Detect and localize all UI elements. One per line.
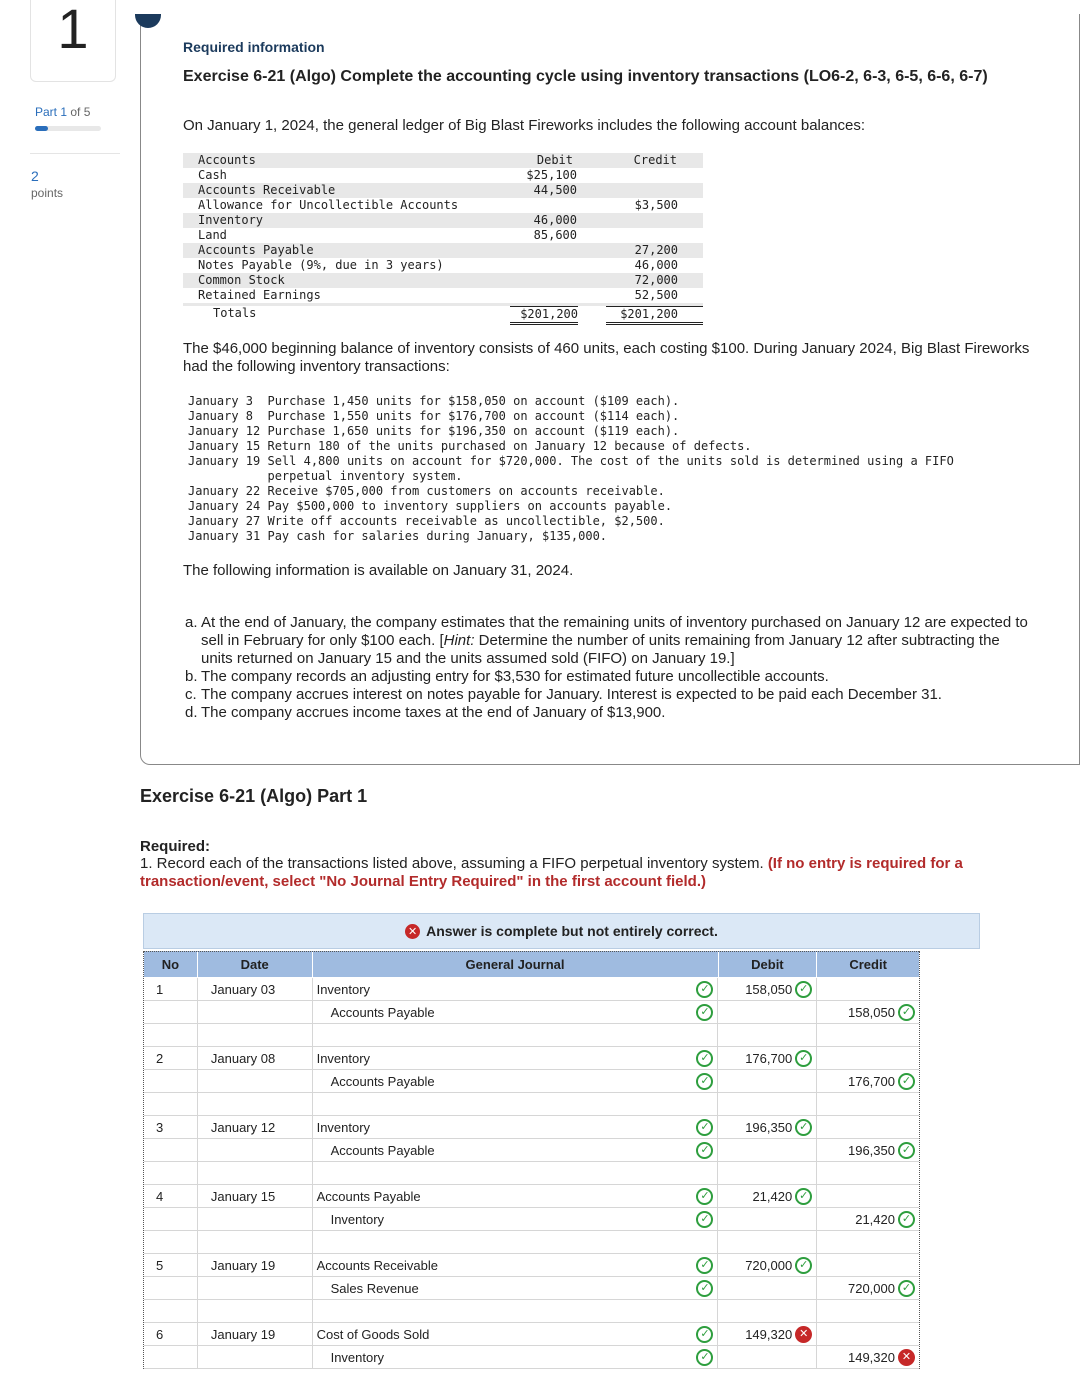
- check-circle-icon: ✓: [795, 1119, 812, 1136]
- transaction-line: January 24 Pay $500,000 to inventory suppliers on accounts payable.: [188, 499, 673, 513]
- sidebar-divider: [30, 153, 120, 154]
- x-circle-icon: ✕: [898, 1349, 915, 1366]
- ledger-table: [183, 153, 703, 322]
- adjustment-text: At the end of January, the company estimates that the remaining units of inventory purchased on January 12 are expected to sell in February for only $100 each. [: [201, 614, 1028, 649]
- journal-spacer-cell: [313, 1231, 719, 1253]
- journal-row: [144, 1185, 919, 1208]
- journal-entry-no: 6: [144, 1323, 198, 1345]
- journal-spacer-cell: [817, 1162, 919, 1184]
- answer-status-text: Answer is complete but not entirely correct.: [426, 923, 718, 939]
- adjustment-letter: a.: [185, 614, 198, 631]
- journal-table: [143, 951, 920, 1369]
- ledger-row: [183, 228, 703, 243]
- part-progress-bar: [35, 126, 101, 131]
- ledger-row: [183, 213, 703, 228]
- journal-credit-value: 196,350: [847, 1142, 895, 1158]
- adjustment-item: [185, 686, 1035, 704]
- check-circle-icon: ✓: [696, 1073, 713, 1090]
- answer-status-banner: [143, 913, 980, 949]
- adjustments-list: [185, 614, 1035, 722]
- journal-credit-input[interactable]: [817, 1346, 919, 1368]
- required-information-label: Required information: [183, 39, 325, 55]
- x-circle-icon: ✕: [405, 924, 420, 939]
- check-circle-icon: ✓: [696, 1211, 713, 1228]
- ledger-row: [183, 288, 703, 303]
- required-note: (If no entry is required for a transaction/event, select "No Journal Entry Required" in the first account field.): [140, 855, 963, 890]
- journal-debit-input[interactable]: [718, 1139, 817, 1161]
- journal-spacer-cell: [198, 1300, 313, 1322]
- ledger-row: [183, 168, 703, 183]
- adjustment-hint-text: Determine the number of units remaining from January 12 after subtracting the units returned on January 15 and the units assumed sold (FIFO) on January 19.]: [201, 632, 1000, 667]
- check-circle-icon: ✓: [898, 1073, 915, 1090]
- journal-spacer-row: [144, 1162, 919, 1185]
- ledger-account: Land: [198, 228, 227, 242]
- check-circle-icon: ✓: [795, 1050, 812, 1067]
- transaction-line: perpetual inventory system.: [188, 469, 463, 483]
- ledger-account: Allowance for Uncollectible Accounts: [198, 198, 459, 212]
- journal-debit-value: 176,700: [745, 1050, 793, 1066]
- adjustment-item: [185, 668, 1035, 686]
- journal-spacer-cell: [718, 1024, 817, 1046]
- journal-credit-input[interactable]: [817, 1001, 919, 1023]
- required-instruction: 1. Record each of the transactions listed above, assuming a FIFO perpetual inventory system.: [140, 855, 768, 872]
- journal-row: [144, 1323, 919, 1346]
- journal-spacer-cell: [198, 1024, 313, 1046]
- ledger-debit: 46,000: [533, 213, 577, 227]
- x-circle-icon: ✕: [795, 1326, 812, 1343]
- journal-debit-value: 149,320: [745, 1326, 793, 1342]
- ledger-account: Cash: [198, 168, 227, 182]
- journal-entry-no: 5: [144, 1254, 198, 1276]
- journal-entry-no: [144, 1070, 198, 1092]
- inventory-paragraph: The $46,000 beginning balance of inventory consists of 460 units, each costing $100. During January 2024, Big Blast Fireworks had the following inventory transactions:: [183, 340, 1030, 375]
- journal-account-select[interactable]: [313, 1346, 719, 1368]
- check-circle-icon: ✓: [696, 1326, 713, 1343]
- adjustment-text: The company accrues income taxes at the end of January of $13,900.: [201, 704, 666, 721]
- journal-debit-value: 196,350: [745, 1119, 793, 1135]
- journal-spacer-cell: [198, 1093, 313, 1115]
- journal-spacer-cell: [718, 1300, 817, 1322]
- journal-spacer-row: [144, 1093, 919, 1116]
- journal-debit-input[interactable]: [718, 1254, 817, 1276]
- part-title: Exercise 6-21 (Algo) Part 1: [140, 786, 368, 806]
- check-circle-icon: ✓: [898, 1004, 915, 1021]
- journal-account-name: Inventory: [330, 1349, 385, 1365]
- adjustment-text: The company records an adjusting entry for $3,530 for estimated future uncollectible accounts.: [201, 668, 829, 685]
- check-circle-icon: ✓: [696, 1257, 713, 1274]
- journal-debit-input[interactable]: [718, 1070, 817, 1092]
- journal-entry-no: [144, 1277, 198, 1299]
- journal-entry-date[interactable]: January 19: [198, 1254, 313, 1276]
- journal-header-row: [144, 951, 919, 978]
- journal-row: [144, 1001, 919, 1024]
- journal-entry-no: 1: [144, 978, 198, 1000]
- journal-spacer-row: [144, 1300, 919, 1323]
- question-number-box[interactable]: [30, 0, 116, 82]
- check-circle-icon: ✓: [696, 1280, 713, 1297]
- journal-spacer-cell: [313, 1093, 719, 1115]
- journal-spacer-cell: [313, 1300, 719, 1322]
- ledger-row: [183, 273, 703, 288]
- journal-row: [144, 1254, 919, 1277]
- journal-account-name: Accounts Payable: [330, 1004, 435, 1020]
- journal-header-credit: Credit: [849, 957, 887, 972]
- journal-header-no: No: [144, 952, 198, 977]
- ledger-account: Retained Earnings: [198, 288, 321, 302]
- ledger-credit: $3,500: [634, 198, 678, 212]
- journal-spacer-cell: [817, 1231, 919, 1253]
- check-circle-icon: ✓: [795, 1257, 812, 1274]
- journal-entry-date[interactable]: [198, 1208, 313, 1230]
- journal-header-date: Date: [198, 952, 313, 977]
- journal-debit-input[interactable]: [718, 1323, 817, 1345]
- points-label: points: [31, 186, 64, 200]
- journal-entry-date[interactable]: [198, 1277, 313, 1299]
- journal-account-select[interactable]: [313, 1323, 719, 1345]
- journal-debit-input[interactable]: [718, 978, 817, 1000]
- part-indicator: [35, 105, 90, 119]
- ledger-account: Common Stock: [198, 273, 285, 287]
- ledger-credit: 46,000: [634, 258, 678, 272]
- journal-entry-no: [144, 1139, 198, 1161]
- ledger-total-label: Totals: [213, 306, 257, 320]
- journal-credit-value: 176,700: [847, 1073, 895, 1089]
- journal-account-name: Accounts Payable: [316, 1188, 421, 1204]
- journal-header-general-journal: General Journal: [313, 952, 719, 977]
- journal-debit-input[interactable]: [718, 1277, 817, 1299]
- transaction-line: January 12 Purchase 1,650 units for $196,350 on account ($119 each).: [188, 424, 680, 438]
- journal-spacer-cell: [144, 1093, 198, 1115]
- journal-row: [144, 1116, 919, 1139]
- journal-account-select[interactable]: [313, 1001, 719, 1023]
- journal-entry-no: 4: [144, 1185, 198, 1207]
- journal-entry-no: [144, 1208, 198, 1230]
- journal-spacer-cell: [817, 1024, 919, 1046]
- ledger-row: [183, 243, 703, 258]
- journal-entry-no: [144, 1001, 198, 1023]
- ledger-row: [183, 183, 703, 198]
- ledger-header-debit: Debit: [536, 153, 573, 167]
- check-circle-icon: ✓: [696, 981, 713, 998]
- check-circle-icon: ✓: [696, 1050, 713, 1067]
- ledger-credit: 72,000: [634, 273, 678, 287]
- ledger-total-row: [183, 306, 703, 322]
- journal-spacer-cell: [198, 1162, 313, 1184]
- transaction-line: January 15 Return 180 of the units purchased on January 12 because of defects.: [188, 439, 752, 453]
- journal-spacer-cell: [144, 1300, 198, 1322]
- check-circle-icon: ✓: [898, 1142, 915, 1159]
- ledger-credit: 27,200: [634, 243, 678, 257]
- journal-row: [144, 1047, 919, 1070]
- journal-entry-date[interactable]: [198, 1070, 313, 1092]
- journal-account-name: Inventory: [316, 981, 371, 997]
- ledger-debit: 85,600: [533, 228, 577, 242]
- check-circle-icon: ✓: [696, 1142, 713, 1159]
- ledger-account: Accounts Receivable: [198, 183, 336, 197]
- journal-credit-input[interactable]: [817, 1047, 919, 1069]
- journal-debit-input[interactable]: [718, 1208, 817, 1230]
- journal-account-name: Cost of Goods Sold: [316, 1326, 430, 1342]
- ledger-header-credit: Credit: [633, 153, 677, 167]
- journal-account-name: Accounts Receivable: [316, 1257, 438, 1273]
- journal-credit-input[interactable]: [817, 978, 919, 1000]
- adjustment-letter: c.: [185, 686, 197, 703]
- journal-entry-date[interactable]: January 15: [198, 1185, 313, 1207]
- journal-account-name: Inventory: [316, 1050, 371, 1066]
- check-circle-icon: ✓: [696, 1004, 713, 1021]
- required-text: [140, 855, 1020, 891]
- journal-entry-date[interactable]: January 19: [198, 1323, 313, 1345]
- transaction-line: January 22 Receive $705,000 from customers on accounts receivable.: [188, 484, 665, 498]
- adjustment-item: [185, 614, 1035, 668]
- check-circle-icon: ✓: [696, 1119, 713, 1136]
- intro-text: On January 1, 2024, the general ledger of Big Blast Fireworks includes the following account balances:: [183, 117, 866, 134]
- following-info-text: The following information is available on January 31, 2024.: [183, 562, 574, 579]
- journal-account-select[interactable]: [313, 1047, 719, 1069]
- journal-account-name: Inventory: [330, 1211, 385, 1227]
- check-circle-icon: ✓: [898, 1211, 915, 1228]
- journal-spacer-cell: [144, 1024, 198, 1046]
- transaction-line: January 3 Purchase 1,450 units for $158,050 on account ($109 each).: [188, 394, 680, 408]
- journal-entry-date[interactable]: [198, 1001, 313, 1023]
- journal-entry-date[interactable]: January 03: [198, 978, 313, 1000]
- transaction-line: January 27 Write off accounts receivable as uncollectible, $2,500.: [188, 514, 665, 528]
- journal-account-name: Inventory: [316, 1119, 371, 1135]
- points-value: 2: [31, 168, 39, 184]
- adjustment-hint-label: Hint:: [443, 632, 475, 649]
- journal-spacer-row: [144, 1231, 919, 1254]
- journal-row: [144, 1208, 919, 1231]
- journal-row: [144, 1277, 919, 1300]
- journal-spacer-cell: [817, 1300, 919, 1322]
- journal-credit-input[interactable]: [817, 1139, 919, 1161]
- check-circle-icon: ✓: [696, 1188, 713, 1205]
- journal-credit-input[interactable]: [817, 1208, 919, 1230]
- part-total: of 5: [67, 105, 91, 119]
- ledger-header-row: [183, 153, 703, 168]
- journal-account-name: Sales Revenue: [330, 1280, 419, 1296]
- ledger-header-accounts: Accounts: [198, 153, 256, 167]
- journal-row: [144, 1139, 919, 1162]
- journal-entry-no: [144, 1346, 198, 1368]
- journal-credit-value: 158,050: [847, 1004, 895, 1020]
- check-circle-icon: ✓: [795, 1188, 812, 1205]
- required-label: Required:: [140, 838, 211, 855]
- ledger-row: [183, 198, 703, 213]
- check-circle-icon: ✓: [795, 981, 812, 998]
- ledger-credit: 52,500: [634, 288, 678, 302]
- journal-entry-date[interactable]: January 12: [198, 1116, 313, 1138]
- journal-entry-date[interactable]: [198, 1139, 313, 1161]
- journal-account-name: Accounts Payable: [330, 1073, 435, 1089]
- journal-spacer-cell: [144, 1231, 198, 1253]
- transaction-line: January 31 Pay cash for salaries during January, $135,000.: [188, 529, 608, 543]
- transaction-line: January 8 Purchase 1,550 units for $176,700 on account ($114 each).: [188, 409, 680, 423]
- journal-row: [144, 978, 919, 1001]
- journal-spacer-cell: [718, 1162, 817, 1184]
- journal-row: [144, 1346, 919, 1369]
- journal-debit-value: 158,050: [745, 981, 793, 997]
- ledger-total-credit: $201,200: [606, 306, 703, 325]
- journal-entry-no: 3: [144, 1116, 198, 1138]
- journal-entry-no: 2: [144, 1047, 198, 1069]
- adjustment-letter: d.: [185, 704, 198, 721]
- ledger-debit: 44,500: [533, 183, 577, 197]
- journal-spacer-cell: [313, 1024, 719, 1046]
- journal-account-select[interactable]: [313, 1254, 719, 1276]
- journal-debit-input[interactable]: [718, 1001, 817, 1023]
- journal-credit-input[interactable]: [817, 1323, 919, 1345]
- journal-account-select[interactable]: [313, 1070, 719, 1092]
- journal-spacer-cell: [718, 1231, 817, 1253]
- ledger-total-debit: $201,200: [510, 306, 578, 325]
- journal-entry-date[interactable]: [198, 1346, 313, 1368]
- journal-spacer-cell: [718, 1093, 817, 1115]
- journal-credit-value: 149,320: [847, 1349, 895, 1365]
- transaction-line: January 19 Sell 4,800 units on account for $720,000. The cost of the units sold is determined using a FIFO: [188, 454, 954, 468]
- journal-debit-input[interactable]: [718, 1185, 817, 1207]
- check-circle-icon: ✓: [696, 1349, 713, 1366]
- journal-account-select[interactable]: [313, 1139, 719, 1161]
- journal-credit-input[interactable]: [817, 1116, 919, 1138]
- ledger-account: Notes Payable (9%, due in 3 years): [198, 258, 444, 272]
- journal-account-select[interactable]: [313, 1116, 719, 1138]
- journal-credit-input[interactable]: [817, 1277, 919, 1299]
- adjustment-item: [185, 704, 1035, 722]
- ledger-row: [183, 258, 703, 273]
- question-number: 1: [57, 0, 89, 60]
- journal-account-select[interactable]: [313, 1185, 719, 1207]
- journal-debit-input[interactable]: [718, 1047, 817, 1069]
- journal-account-select[interactable]: [313, 978, 719, 1000]
- journal-row: [144, 1070, 919, 1093]
- journal-spacer-cell: [198, 1231, 313, 1253]
- journal-credit-input[interactable]: [817, 1254, 919, 1276]
- check-circle-icon: ✓: [898, 1280, 915, 1297]
- journal-account-select[interactable]: [313, 1277, 719, 1299]
- part-progress-fill: [35, 126, 48, 131]
- journal-entry-date[interactable]: January 08: [198, 1047, 313, 1069]
- journal-spacer-cell: [817, 1093, 919, 1115]
- journal-spacer-row: [144, 1024, 919, 1047]
- part-current: Part 1: [35, 105, 68, 119]
- journal-debit-value: 720,000: [745, 1257, 793, 1273]
- ledger-account: Accounts Payable: [198, 243, 314, 257]
- journal-debit-input[interactable]: [718, 1346, 817, 1368]
- journal-credit-value: 720,000: [847, 1280, 895, 1296]
- journal-credit-value: 21,420: [855, 1211, 895, 1227]
- exercise-title: Exercise 6-21 (Algo) Complete the accounting cycle using inventory transactions (LO6-2, 6-3, 6-5, 6-6, 6-7): [183, 68, 988, 85]
- journal-account-select[interactable]: [313, 1208, 719, 1230]
- transactions-list: [188, 394, 954, 544]
- journal-spacer-cell: [313, 1162, 719, 1184]
- journal-debit-value: 21,420: [752, 1188, 793, 1204]
- journal-header-debit: Debit: [719, 952, 818, 977]
- journal-credit-input[interactable]: [817, 1070, 919, 1092]
- ledger-debit: $25,100: [526, 168, 577, 182]
- journal-credit-input[interactable]: [817, 1185, 919, 1207]
- adjustment-text: The company accrues interest on notes payable for January. Interest is expected to be paid each December 31.: [201, 686, 942, 703]
- ledger-account: Inventory: [198, 213, 264, 227]
- adjustment-letter: b.: [185, 668, 198, 685]
- journal-account-name: Accounts Payable: [330, 1142, 435, 1158]
- journal-spacer-cell: [144, 1162, 198, 1184]
- journal-debit-input[interactable]: [718, 1116, 817, 1138]
